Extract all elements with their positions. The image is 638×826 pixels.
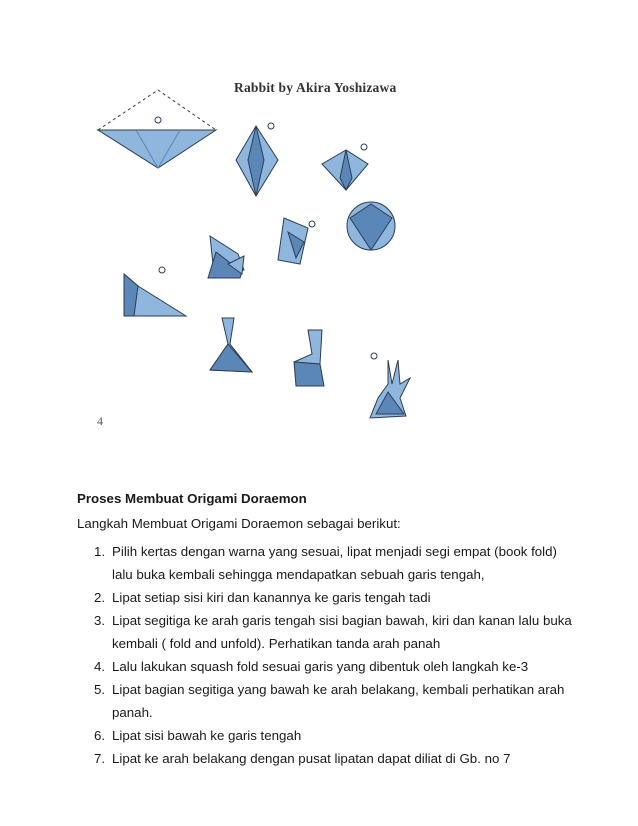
step-item xyxy=(77,724,577,747)
step-9-diagram xyxy=(294,330,324,386)
section-heading: Proses Membuat Origami Doraemon xyxy=(77,491,307,506)
step-text: Pilih kertas dengan warna yang sesuai, lipat menjadi segi empat (book fold) lalu buka kembali sehingga mendapatkan sebuah garis tengah, xyxy=(112,544,557,582)
step-8-diagram xyxy=(210,318,252,372)
step-number: 3. xyxy=(94,613,106,628)
step-2-diagram xyxy=(236,123,278,196)
step-6-diagram xyxy=(208,236,244,278)
figure-page-mark: 4 xyxy=(97,414,103,428)
figure-title: Rabbit by Akira Yoshizawa xyxy=(234,80,397,95)
step-number: 2. xyxy=(94,590,106,605)
step-5-diagram xyxy=(278,218,315,264)
step-item xyxy=(77,747,577,770)
step-number: 7. xyxy=(94,751,106,766)
step-item xyxy=(77,678,577,724)
step-item xyxy=(77,540,577,586)
step-3-diagram xyxy=(322,144,368,190)
step-10-diagram xyxy=(370,353,410,418)
step-item xyxy=(77,655,577,678)
step-number: 1. xyxy=(94,544,106,559)
step-text: Lipat setiap sisi kiri dan kanannya ke garis tengah tadi xyxy=(112,590,431,605)
step-7-diagram xyxy=(124,267,186,316)
step-number: 4. xyxy=(94,659,106,674)
step-text: Lipat sisi bawah ke garis tengah xyxy=(112,728,302,743)
origami-diagram xyxy=(88,68,448,438)
step-text: Lipat bagian segitiga yang bawah ke arah belakang, kembali perhatikan arah panah. xyxy=(112,682,565,720)
step-text: Lalu lakukan squash fold sesuai garis yang dibentuk oleh langkah ke-3 xyxy=(112,659,529,674)
steps-list xyxy=(77,540,577,770)
step-number: 5. xyxy=(94,682,106,697)
step-number: 6. xyxy=(94,728,106,743)
step-item xyxy=(77,609,577,655)
step-4-diagram xyxy=(347,202,395,250)
step-text: Lipat ke arah belakang dengan pusat lipatan dapat diliat di Gb. no 7 xyxy=(112,751,511,766)
step-item xyxy=(77,586,577,609)
step-text: Lipat segitiga ke arah garis tengah sisi bagian bawah, kiri dan kanan lalu buka kembali ( fold and unfold). Perhatikan tanda arah panah xyxy=(112,613,572,651)
intro-text: Langkah Membuat Origami Doraemon sebagai berikut: xyxy=(77,516,401,531)
step-1-diagram xyxy=(98,90,216,168)
origami-rabbit-figure xyxy=(88,68,448,438)
